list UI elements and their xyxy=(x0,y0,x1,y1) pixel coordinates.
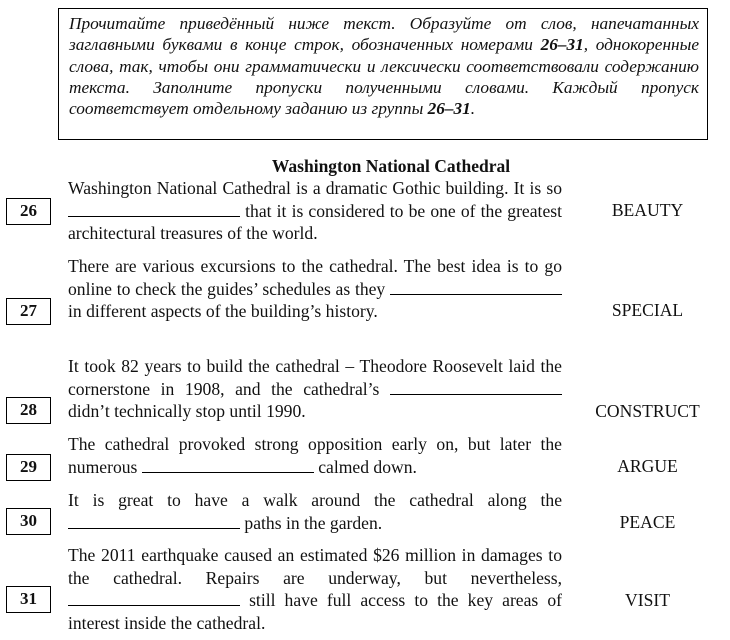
task-text-27 xyxy=(68,255,562,323)
task-text-before: There are various excursions to the cathedral. The best idea is to go online to check the guides’ schedules as they xyxy=(68,256,562,299)
task-text-before: Washington National Cathedral is a dramatic Gothic building. It is so xyxy=(68,178,562,198)
task-text-after: calmed down. xyxy=(318,456,417,477)
task-text-30 xyxy=(68,489,562,534)
task-number-31: 31 xyxy=(6,586,51,613)
source-word-31: VISIT xyxy=(625,590,670,610)
task-text-after: still have full access to the key areas of interest inside the cathedral. xyxy=(68,590,562,633)
task-text-before: It took 82 years to build the cathedral – Theodore Roosevelt laid the cornerstone in 1908, and the cathedral’s xyxy=(68,356,562,399)
task-text-26 xyxy=(68,177,562,245)
task-number-30: 30 xyxy=(6,508,51,535)
task-text-after: that it is considered to be one of the greatest architectural treasures of the world. xyxy=(68,200,562,244)
task-text-before: The 2011 earthquake caused an estimated $26 million in damages to the cathedral. Repairs are underway, but nevertheless, xyxy=(68,545,562,588)
task-text-after: paths in the garden. xyxy=(244,512,383,533)
answer-blank-29[interactable] xyxy=(142,456,314,473)
instructions-text-end: . xyxy=(470,99,476,119)
task-number-28: 28 xyxy=(6,397,51,424)
task-text-after: in different aspects of the building’s history. xyxy=(68,301,378,322)
instructions-box xyxy=(58,8,708,140)
task-number-29: 29 xyxy=(6,454,51,481)
task-text-after: didn’t technically stop until 1990. xyxy=(68,401,306,422)
source-word-26: BEAUTY xyxy=(611,200,684,220)
task-text-29 xyxy=(68,433,562,478)
answer-blank-26[interactable] xyxy=(68,200,240,217)
task-number-27: 27 xyxy=(6,298,51,325)
task-text-28 xyxy=(68,355,562,423)
instructions-text-middle: , однокоренные слова, так, чтобы они грамматически и лексически соответствовали содержанию текста. Заполните пропуски полученными словами. Каждый пропуск соответствует отдельному заданию из группы xyxy=(69,35,699,119)
instructions-text-start: Прочитайте приведённый ниже текст. Образуйте от слов, напечатанных заглавными буквами в конце строк, обозначенных номерами xyxy=(69,14,699,55)
source-word-29: ARGUE xyxy=(617,456,678,476)
answer-blank-28[interactable] xyxy=(390,378,562,395)
task-text-before: The cathedral provoked strong opposition early on, but later the numerous xyxy=(68,434,562,477)
answer-blank-30[interactable] xyxy=(68,512,240,529)
answer-blank-27[interactable] xyxy=(390,278,562,295)
answer-blank-31[interactable] xyxy=(68,589,240,606)
task-number-26: 26 xyxy=(6,198,51,225)
source-word-30: PEACE xyxy=(619,512,676,532)
task-range: 26–31 xyxy=(427,99,471,119)
text-title: Washington National Cathedral xyxy=(271,156,511,176)
source-word-28: CONSTRUCT xyxy=(595,401,700,421)
task-range: 26–31 xyxy=(540,35,584,55)
task-text-before: It is great to have a walk around the cathedral along the xyxy=(68,490,562,510)
task-text-31 xyxy=(68,544,562,634)
source-word-27: SPECIAL xyxy=(611,300,684,320)
